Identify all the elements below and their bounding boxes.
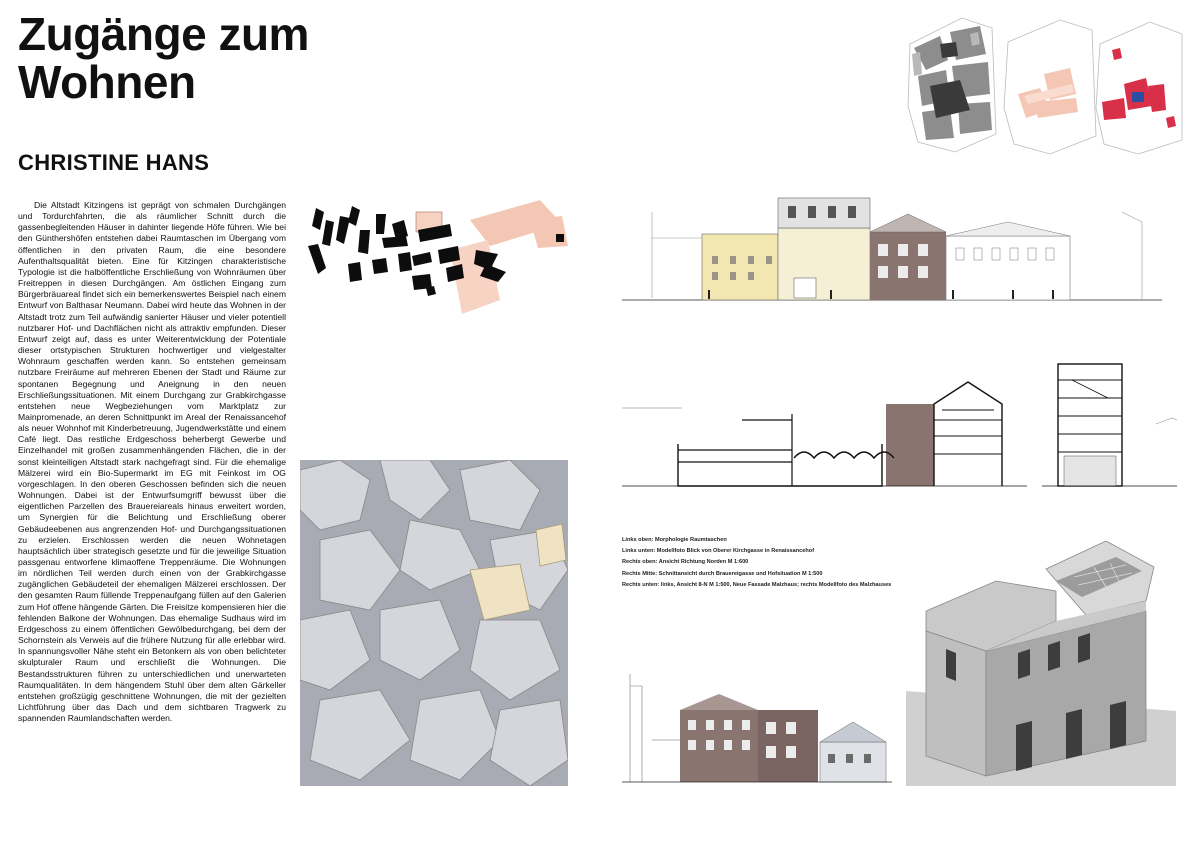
model-photo-massing [300,460,568,786]
title-line-1: Zugänge zum [18,8,309,60]
caption-item: Rechts unten: links, Ansicht 8-N M 1:500, Neue Fassade Malzhaus; rechts Modellfoto des Malzhauses [622,581,892,588]
page-title [18,10,378,106]
elevation-north [622,192,1162,304]
site-plans [900,14,1185,158]
title-line-2: Wohnen [18,56,196,108]
author-name: CHRISTINE HANS [18,150,210,175]
caption-item: Links oben: Morphologie Raumtaschen [622,537,727,543]
model-photo-malzhaus [906,541,1176,786]
caption-item: Rechts oben: Ansicht Richtung Norden M 1:600 [622,559,749,566]
caption-item: Links unten: Modellfoto Blick von Oberer Kirchgasse in Renaissancehof [622,548,815,555]
elevation-facade [622,664,892,786]
site-plan-pink [1004,20,1096,154]
site-plan-grey [908,18,996,152]
site-plan-red [1096,22,1182,154]
morphology-figure-ground [300,190,590,330]
caption-list [622,537,892,593]
section-drawing [622,350,1177,492]
caption-item: Rechts Mitte: Schnittansicht durch Brauereigasse und Hofsituation M 1:500 [622,570,823,577]
body-text: Die Altstadt Kitzingens ist geprägt von schmalen Durchgängen und Tordurchfahrten, die als räumlicher Schnitt durch die gassenbegleitenden Häuser in dahinter liegende Höfe führen. Wie bei den Günthershöfen entstehen dabei Raumtaschen im Übergang vom öffentlichen in den privaten Raum, die eine besondere Aufenthaltsqualität bieten. Eine für Kitzingen charakteristische Typologie ist die halböffentliche Erschließung von Wohnräumen über Freitreppen in diesen Durchgängen. Am östlichen Eingang zum Bürgerbräuareal findet sich ein bemerkenswertes Beispiel nach einem Entwurf von Balthasar Neumann. Dabei wird heute das Wohnen in der Altstadt trotz zum Teil aufwändig sanierter Häuser und vieler potentiell nutzbarer Hof- und Dachflächen nicht als attraktiv empfunden. Dieser Entwurf zeigt auf, dass es unter Weiterentwicklung der Potentiale dieser ortstypischen Strukturen hochwertiger und vielgestalter Wohnraum geschaffen werden kann. So entstehen gemeinsam nutzbare Freiräume auf mehreren Ebenen der Stadt und Räume zur spontanen Begegnung und Aneignung in den neuen Erschließungssituationen. Mit einem Durchgang zur Grabkirchgasse entstehen neue Wegbeziehungen vom Marktplatz zur Mainpromenade, an deren Schnittpunkt im Areal der Renaissancehof als neuer Wohnhof mit Kinderbetreuung, Jugendwerkstätte und einem Café liegt. Das restliche Erdgeschoss beherbergt Gewerbe und Einzelhandel mit großen zusammenhängenden Flächen, die in der sonst kleinteiligen Altstadt stark nachgefragt sind. Für die ehemalige Mälzerei wird ein Bio-Supermarkt im EG mit Feinkost im OG vorgeschlagen. In den oberen Geschossen befinden sich die neuen Wohnungen. Dabei ist der Entwurfsumgriff bewusst über die eigentlichen Parzellen des Brauereiareals hinaus erweitert worden, um Synergien für die Belichtung und Erschließung oberer Gebäudeebenen aus angrenzenden Hof- und Durchgangssituationen zu erzielen. Erschlossen werden die neuen Wohnetagen hauptsächlich über strategisch gesetzte und für die jeweilige Situation passgenau entworfene klimaoffene Treppenräume. Die Wohnungen im nördlichen Teil werden durch einen von der Grabkirchgasse zugänglichen Gebäudeteil der ehemaligen Mälzerei erschlossen. Der den gesamten Raum füllende Treppenaufgang füllen auf den Galerien zum Hof offene hängende Gärten. Die Freisitze kompensieren hier die fehlenden Balkone der Wohnungen. Das ehemalige Sudhaus wird im Erdgeschoss zu einem öffentlichen Gewölbedurchgang, bei dem der Schornstein als Verweis auf die frühere Nutzung für alle erlebbar wird. In spannungsvoller Nähe steht ein Betonkern als von oben belichteter skulpturaler Raum und erschließt die Wohnungen. Die Bestandsstrukturen führen zu unterschiedlichen und unerwarteten Raumqualitäten. In dem hängendem Stuhl über dem alten Gärkeller entstehen großzügig geschnittene Wohnungen, die mit der gezielten Lichtführung über das Dach und dem sichtbaren Tragwerk zu spannenden Raumlandschaften werden. [18,200,286,724]
